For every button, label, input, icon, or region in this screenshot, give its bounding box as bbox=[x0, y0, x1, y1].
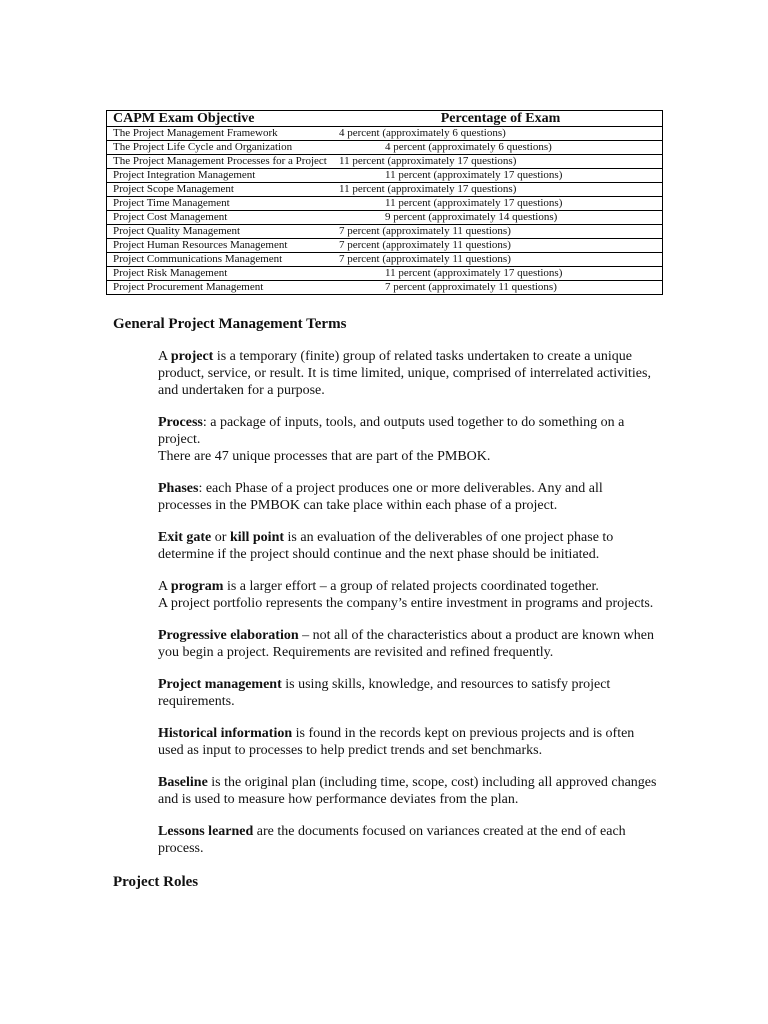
table-row bbox=[107, 281, 663, 295]
term-name: project bbox=[170, 349, 214, 364]
objective-cell: The Project Life Cycle and Organization bbox=[107, 141, 340, 155]
percentage-cell: 11 percent (approximately 17 questions) bbox=[339, 267, 663, 281]
term-definition bbox=[158, 480, 658, 514]
table-row bbox=[107, 239, 663, 253]
percentage-cell: 7 percent (approximately 11 questions) bbox=[339, 239, 663, 253]
objective-cell: The Project Management Processes for a Project bbox=[107, 155, 340, 169]
table-row bbox=[107, 141, 663, 155]
table-row bbox=[107, 197, 663, 211]
percentage-cell: 9 percent (approximately 14 questions) bbox=[339, 211, 663, 225]
percentage-cell: 11 percent (approximately 17 questions) bbox=[339, 183, 663, 197]
term-text: are the documents focused on variances created at the end of each process. bbox=[158, 824, 626, 856]
term-text: : a package of inputs, tools, and outputs used together to do something on a project. bbox=[158, 415, 625, 447]
term-text: A bbox=[158, 349, 171, 364]
term-definition bbox=[158, 676, 658, 710]
heading-general-terms: General Project Management Terms bbox=[113, 316, 347, 332]
table-header-row bbox=[107, 111, 663, 127]
objective-cell: Project Cost Management bbox=[107, 211, 340, 225]
table-row bbox=[107, 211, 663, 225]
table-row bbox=[107, 127, 663, 141]
term-extra-line: A project portfolio represents the company’s entire investment in programs and projects. bbox=[158, 596, 654, 611]
term-name: Phases bbox=[158, 481, 199, 496]
term-name: Baseline bbox=[158, 775, 208, 790]
percentage-cell: 4 percent (approximately 6 questions) bbox=[339, 141, 663, 155]
term-text: A bbox=[158, 579, 171, 594]
term-name: Progressive elaboration bbox=[158, 628, 299, 643]
percentage-cell: 7 percent (approximately 11 questions) bbox=[339, 253, 663, 267]
percentage-cell: 4 percent (approximately 6 questions) bbox=[339, 127, 663, 141]
term-definition bbox=[158, 774, 658, 808]
percentage-cell: 11 percent (approximately 17 questions) bbox=[339, 197, 663, 211]
term-text: – not all of the characteristics about a product are known when you begin a project. Requirements are revisited and refined frequently. bbox=[158, 628, 654, 660]
objective-cell: Project Communications Management bbox=[107, 253, 340, 267]
term-text: is a larger effort – a group of related projects coordinated together. bbox=[223, 579, 599, 594]
percentage-cell: 11 percent (approximately 17 questions) bbox=[339, 155, 663, 169]
term-definition bbox=[158, 627, 658, 661]
term-name: Lessons learned bbox=[158, 824, 254, 839]
table-row bbox=[107, 169, 663, 183]
term-text: is an evaluation of the deliverables of one project phase to determine if the project should continue and the next phase should be initiated. bbox=[158, 530, 614, 562]
term-name: Process bbox=[158, 415, 203, 430]
term-text: : each Phase of a project produces one or more deliverables. Any and all processes in the PMBOK can take place within each phase of a project. bbox=[158, 481, 603, 513]
table-row bbox=[107, 155, 663, 169]
term-definition bbox=[158, 348, 658, 399]
terms-list bbox=[158, 348, 658, 872]
term-definition bbox=[158, 529, 658, 563]
term-definition bbox=[158, 725, 658, 759]
table-row bbox=[107, 225, 663, 239]
term-name: Historical information bbox=[158, 726, 293, 741]
percentage-cell: 11 percent (approximately 17 questions) bbox=[339, 169, 663, 183]
term-definition bbox=[158, 823, 658, 857]
term-name: Exit gate bbox=[158, 530, 212, 545]
table-row bbox=[107, 183, 663, 197]
term-text: is the original plan (including time, scope, cost) including all approved changes and is used to measure how performance deviates from the plan. bbox=[158, 775, 657, 807]
term-text: is a temporary (finite) group of related tasks undertaken to create a unique product, service, or result. It is time limited, unique, comprised of interrelated activities, and undertaken for a purpose. bbox=[158, 349, 651, 398]
term-definition bbox=[158, 414, 658, 465]
objective-cell: Project Scope Management bbox=[107, 183, 340, 197]
heading-project-roles: Project Roles bbox=[113, 874, 199, 890]
objective-cell: The Project Management Framework bbox=[107, 127, 340, 141]
term-extra-line: There are 47 unique processes that are part of the PMBOK. bbox=[158, 449, 491, 464]
term-name: Project management bbox=[158, 677, 282, 692]
objective-cell: Project Procurement Management bbox=[107, 281, 340, 295]
percentage-cell: 7 percent (approximately 11 questions) bbox=[339, 225, 663, 239]
objective-cell: Project Human Resources Management bbox=[107, 239, 340, 253]
objective-cell: Project Risk Management bbox=[107, 267, 340, 281]
objective-cell: Project Quality Management bbox=[107, 225, 340, 239]
percentage-cell: 7 percent (approximately 11 questions) bbox=[339, 281, 663, 295]
term-text: is found in the records kept on previous projects and is often used as input to processes to help predict trends and set benchmarks. bbox=[158, 726, 635, 758]
term-name: kill point bbox=[229, 530, 285, 545]
table-row bbox=[107, 267, 663, 281]
objective-cell: Project Integration Management bbox=[107, 169, 340, 183]
term-text: is using skills, knowledge, and resources to satisfy project requirements. bbox=[158, 677, 611, 709]
term-name: program bbox=[170, 579, 224, 594]
header-percentage: Percentage of Exam bbox=[339, 111, 663, 127]
header-objective: CAPM Exam Objective bbox=[107, 111, 340, 127]
term-definition bbox=[158, 578, 658, 612]
table-row bbox=[107, 253, 663, 267]
term-text: or bbox=[211, 530, 230, 545]
objective-cell: Project Time Management bbox=[107, 197, 340, 211]
exam-objectives-table bbox=[106, 110, 663, 295]
